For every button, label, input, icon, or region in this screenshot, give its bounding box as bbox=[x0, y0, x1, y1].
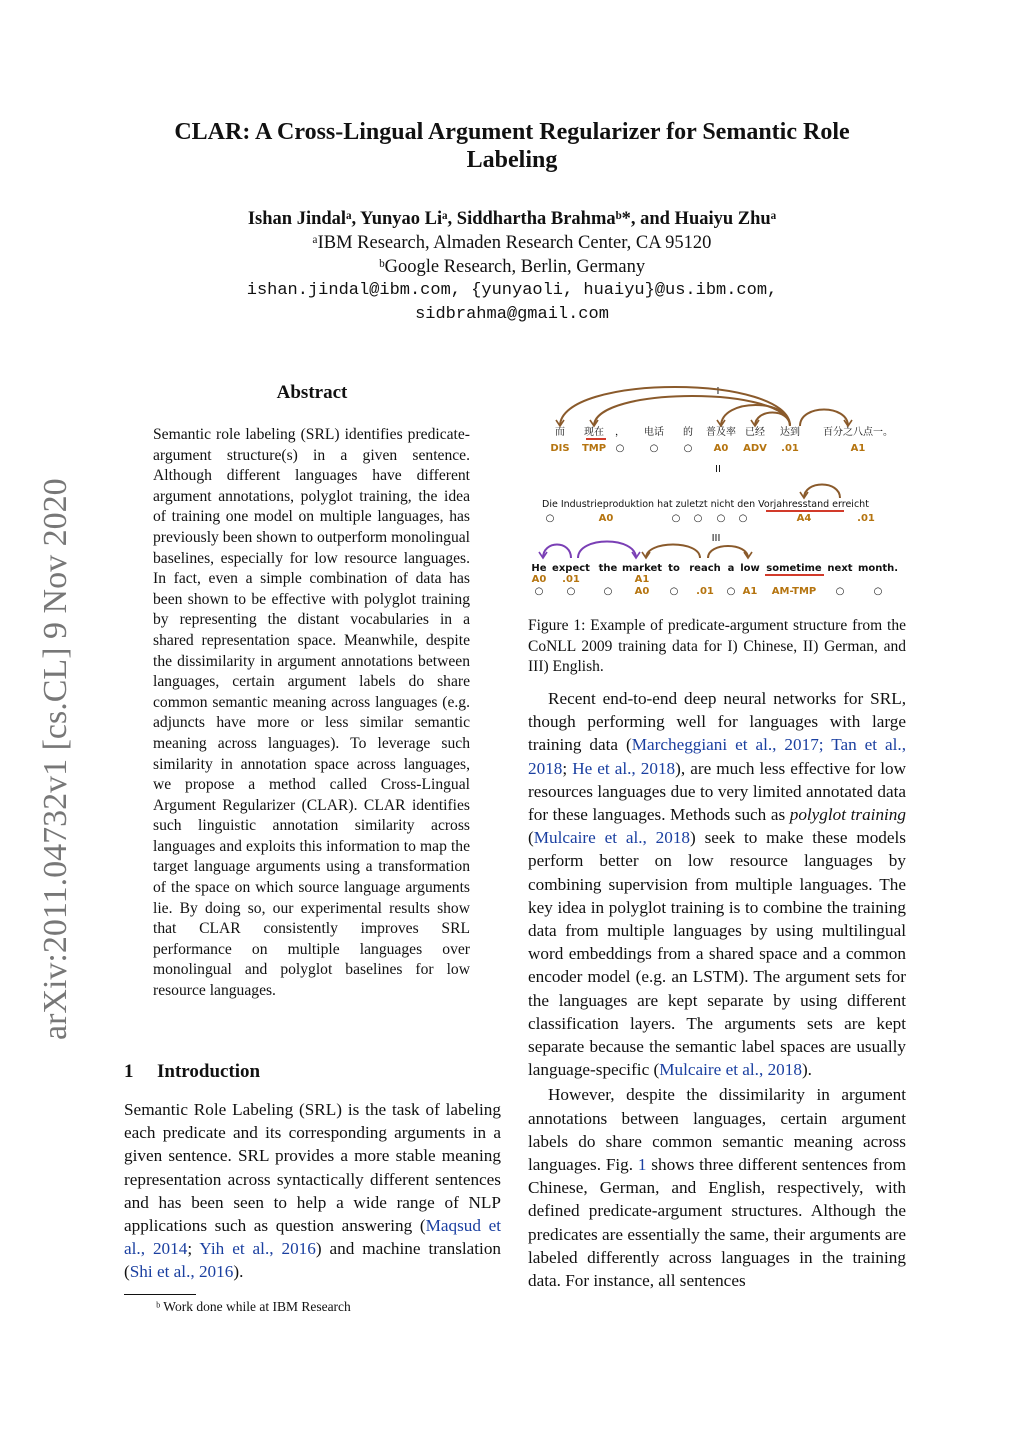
section-number: 1 bbox=[124, 1061, 134, 1082]
token: to bbox=[668, 563, 680, 574]
token: 达到 bbox=[780, 427, 800, 438]
argument-tag: A1 bbox=[850, 443, 866, 454]
abstract-body: Semantic role labeling (SRL) identifies predicate-argument structure(s) in a given sentence. Although different languages have different argument annotations, polyglot training, the idea of training one model on multiple languages, has previously been shown to outperform monolingual baselines, especially for low resource languages. In fact, even a simple combination of data has been shown to be effective with polyglot training by representing the distant vocabularies in a shared representation space. Meanwhile, despite the dissimilarity in argument annotations between languages, certain argument labels do share common semantic meaning across languages (e.g. adjuncts have more or less similar semantic meaning across languages). To leverage such similarity in annotation space across languages, we propose a method called Cross-Lingual Argument Regularizer (CLAR). CLAR identifies such linguistic annotation similarity across languages and exploits this information to map the target language arguments using a transformation of the space on which source language arguments lie. By doing so, our experimental results show that CLAR consistently improves SRL performance on multiple languages over monolingual and polyglot baselines for low resource languages. bbox=[153, 426, 470, 1000]
token: 而 bbox=[555, 427, 565, 438]
argument-tag: ○ bbox=[566, 586, 576, 597]
intro-text: ; bbox=[187, 1239, 200, 1259]
token: the bbox=[598, 563, 618, 574]
intro-text: ). bbox=[233, 1262, 244, 1282]
citation-link[interactable]: Yih et al., 2016 bbox=[199, 1239, 316, 1259]
figure-caption: Figure 1: Example of predicate-argument structure from the CoNLL 2009 training data for I) Chinese, II) German, and III) English. bbox=[528, 617, 906, 675]
dependency-arc bbox=[594, 396, 790, 426]
body-text: ( bbox=[528, 828, 534, 848]
body-text: shows three different sentences from Chinese, German, and English, respectively, with defined predicate-argument structures. Although the predicates are essentially the same, their arguments are labeled differently across languages in the training data. For instance, all sentences bbox=[528, 1155, 907, 1291]
argument-tag: ○ bbox=[545, 513, 555, 524]
figure-reference-link[interactable]: 1 bbox=[637, 1155, 647, 1175]
section-heading bbox=[124, 1061, 260, 1083]
token: 现在 bbox=[584, 427, 604, 438]
argument-tag: .01 bbox=[857, 513, 875, 524]
intro-paragraph bbox=[124, 1098, 501, 1284]
dependency-arc bbox=[543, 545, 571, 559]
citation-link[interactable]: Marcheggiani et al., 2017; Tan et al., 2018 bbox=[528, 735, 907, 778]
citation-link[interactable]: Mulcaire et al., 2018 bbox=[533, 828, 691, 848]
arxiv-identifier-text: arXiv:2011.04732v1 [cs.CL] 9 Nov 2020 bbox=[37, 478, 74, 1040]
argument-tag: ○ bbox=[603, 586, 613, 597]
argument-tag: ○ bbox=[693, 513, 703, 524]
body-text: ) seek to make these models perform better on low resource languages by combining supervision from multiple languages. The key idea in polyglot training is to combine the training data from multiple languages by using multilingual word embeddings from a shared space and a common encoder model (e.g. an LSTM). The argument sets for the languages are kept separate by using different classification layers. The arguments sets are kept separate because the semantic label spaces are usually language-specific ( bbox=[528, 828, 906, 1080]
figure-svg bbox=[528, 380, 906, 600]
dependency-arc bbox=[708, 546, 748, 558]
row-label: II bbox=[715, 464, 721, 475]
argument-tag: A4 bbox=[796, 513, 812, 524]
argument-tag: TMP bbox=[581, 443, 607, 454]
paper-title: CLAR: A Cross-Lingual Argument Regularizer for Semantic Role Labeling bbox=[174, 119, 850, 173]
figure-1 bbox=[528, 380, 906, 600]
token: He bbox=[531, 563, 547, 574]
arxiv-identifier bbox=[14, 360, 84, 1120]
body-text: Recent end-to-end deep neural networks for SRL, though performing well for languages with large training data ( bbox=[528, 689, 906, 755]
argument-tag: ○ bbox=[716, 513, 726, 524]
token: 普及率 bbox=[706, 427, 736, 438]
footnote: ᵇ Work done while at IBM Research bbox=[156, 1299, 351, 1314]
section-title: Introduction bbox=[157, 1061, 261, 1082]
author-emails-line2[interactable]: sidbrahma@gmail.com bbox=[415, 305, 609, 324]
affiliation-a: ᵃIBM Research, Almaden Research Center, CA 95120 bbox=[312, 233, 712, 253]
token: low bbox=[740, 563, 760, 574]
argument-tag: ○ bbox=[835, 586, 845, 597]
body-text: ), are much less effective for low resources languages due to very limited annotated data for these languages. Methods such as bbox=[528, 758, 906, 825]
argument-tag: ○ bbox=[669, 586, 679, 597]
author-emails-line1[interactable]: ishan.jindal@ibm.com, {yunyaoli, huaiyu}@us.ibm.com, bbox=[246, 281, 778, 300]
paragraph bbox=[528, 687, 906, 1081]
token: next bbox=[827, 563, 853, 574]
argument-tag: A1 bbox=[742, 586, 758, 597]
dependency-arc bbox=[646, 545, 700, 559]
argument-tag: A0 bbox=[531, 574, 547, 585]
affiliation-b: ᵇGoogle Research, Berlin, Germany bbox=[378, 257, 646, 277]
argument-tag: A0 bbox=[713, 443, 729, 454]
argument-tag: ○ bbox=[726, 586, 736, 597]
argument-tag: A0 bbox=[598, 513, 614, 524]
sentence-text: Die Industrieproduktion hat zuletzt nicht den Vorjahresstand erreicht bbox=[542, 499, 869, 510]
emphasis: polyglot training bbox=[789, 805, 906, 825]
token: reach bbox=[689, 563, 721, 574]
body-text: However, despite the dissimilarity in argument annotations between languages, certain argument labels do share common semantic meaning across languages. Fig. bbox=[528, 1085, 906, 1175]
token: expect bbox=[552, 563, 590, 574]
intro-text: ) and machine translation ( bbox=[124, 1239, 502, 1282]
token: 的 bbox=[683, 427, 693, 438]
author-names: Ishan Jindalᵃ, Yunyao Liᵃ, Siddhartha Brahmaᵇ*, and Huaiyu Zhuᵃ bbox=[247, 209, 777, 229]
argument-tag: ADV bbox=[743, 443, 767, 454]
argument-tag: DIS bbox=[550, 443, 570, 454]
argument-tag: ○ bbox=[649, 443, 659, 454]
argument-tag: A1 bbox=[634, 574, 650, 585]
dependency-arc bbox=[804, 485, 840, 499]
token: 百分之八点一。 bbox=[823, 427, 893, 438]
row-label: III bbox=[711, 533, 721, 544]
token: ， bbox=[615, 427, 625, 438]
right-column-text bbox=[528, 687, 906, 1292]
argument-tag: ○ bbox=[671, 513, 681, 524]
token: a bbox=[727, 563, 735, 574]
token: sometime bbox=[766, 563, 822, 574]
argument-tag: ○ bbox=[534, 586, 544, 597]
body-text: ; bbox=[562, 758, 573, 778]
token: month. bbox=[857, 563, 899, 574]
body-text: ). bbox=[801, 1060, 812, 1080]
intro-text: Semantic Role Labeling (SRL) is the task of labeling each predicate and its corresponding arguments in a given sentence. SRL provides a more stable meaning representation across syntactically different sentences and has been seen to help a wide range of NLP applications such as question answering ( bbox=[124, 1100, 501, 1236]
citation-link[interactable]: Maqsud et al., 2014 bbox=[124, 1216, 501, 1259]
dependency-arc bbox=[578, 542, 636, 559]
abstract-heading: Abstract bbox=[276, 382, 348, 403]
citation-link[interactable]: Shi et al., 2016 bbox=[129, 1262, 234, 1282]
dependency-arc bbox=[800, 410, 848, 427]
row-label: I bbox=[716, 386, 720, 397]
argument-tag: .01 bbox=[781, 443, 799, 454]
argument-tag: .01 bbox=[696, 586, 714, 597]
footnote-rule bbox=[124, 1294, 196, 1295]
token: 已经 bbox=[745, 427, 765, 438]
token: 电话 bbox=[644, 427, 664, 438]
author-block bbox=[120, 207, 904, 327]
argument-tag: A0 bbox=[634, 586, 650, 597]
argument-tag: ○ bbox=[873, 586, 883, 597]
argument-tag: ○ bbox=[683, 443, 693, 454]
citation-link[interactable]: Mulcaire et al., 2018 bbox=[659, 1060, 802, 1080]
argument-tag: .01 bbox=[562, 574, 580, 585]
argument-tag: ○ bbox=[615, 443, 625, 454]
token: market bbox=[621, 563, 663, 574]
argument-tag: AM-TMP bbox=[771, 586, 817, 597]
citation-link[interactable]: He et al., 2018 bbox=[572, 758, 676, 778]
paragraph bbox=[528, 1083, 906, 1292]
argument-tag: ○ bbox=[738, 513, 748, 524]
